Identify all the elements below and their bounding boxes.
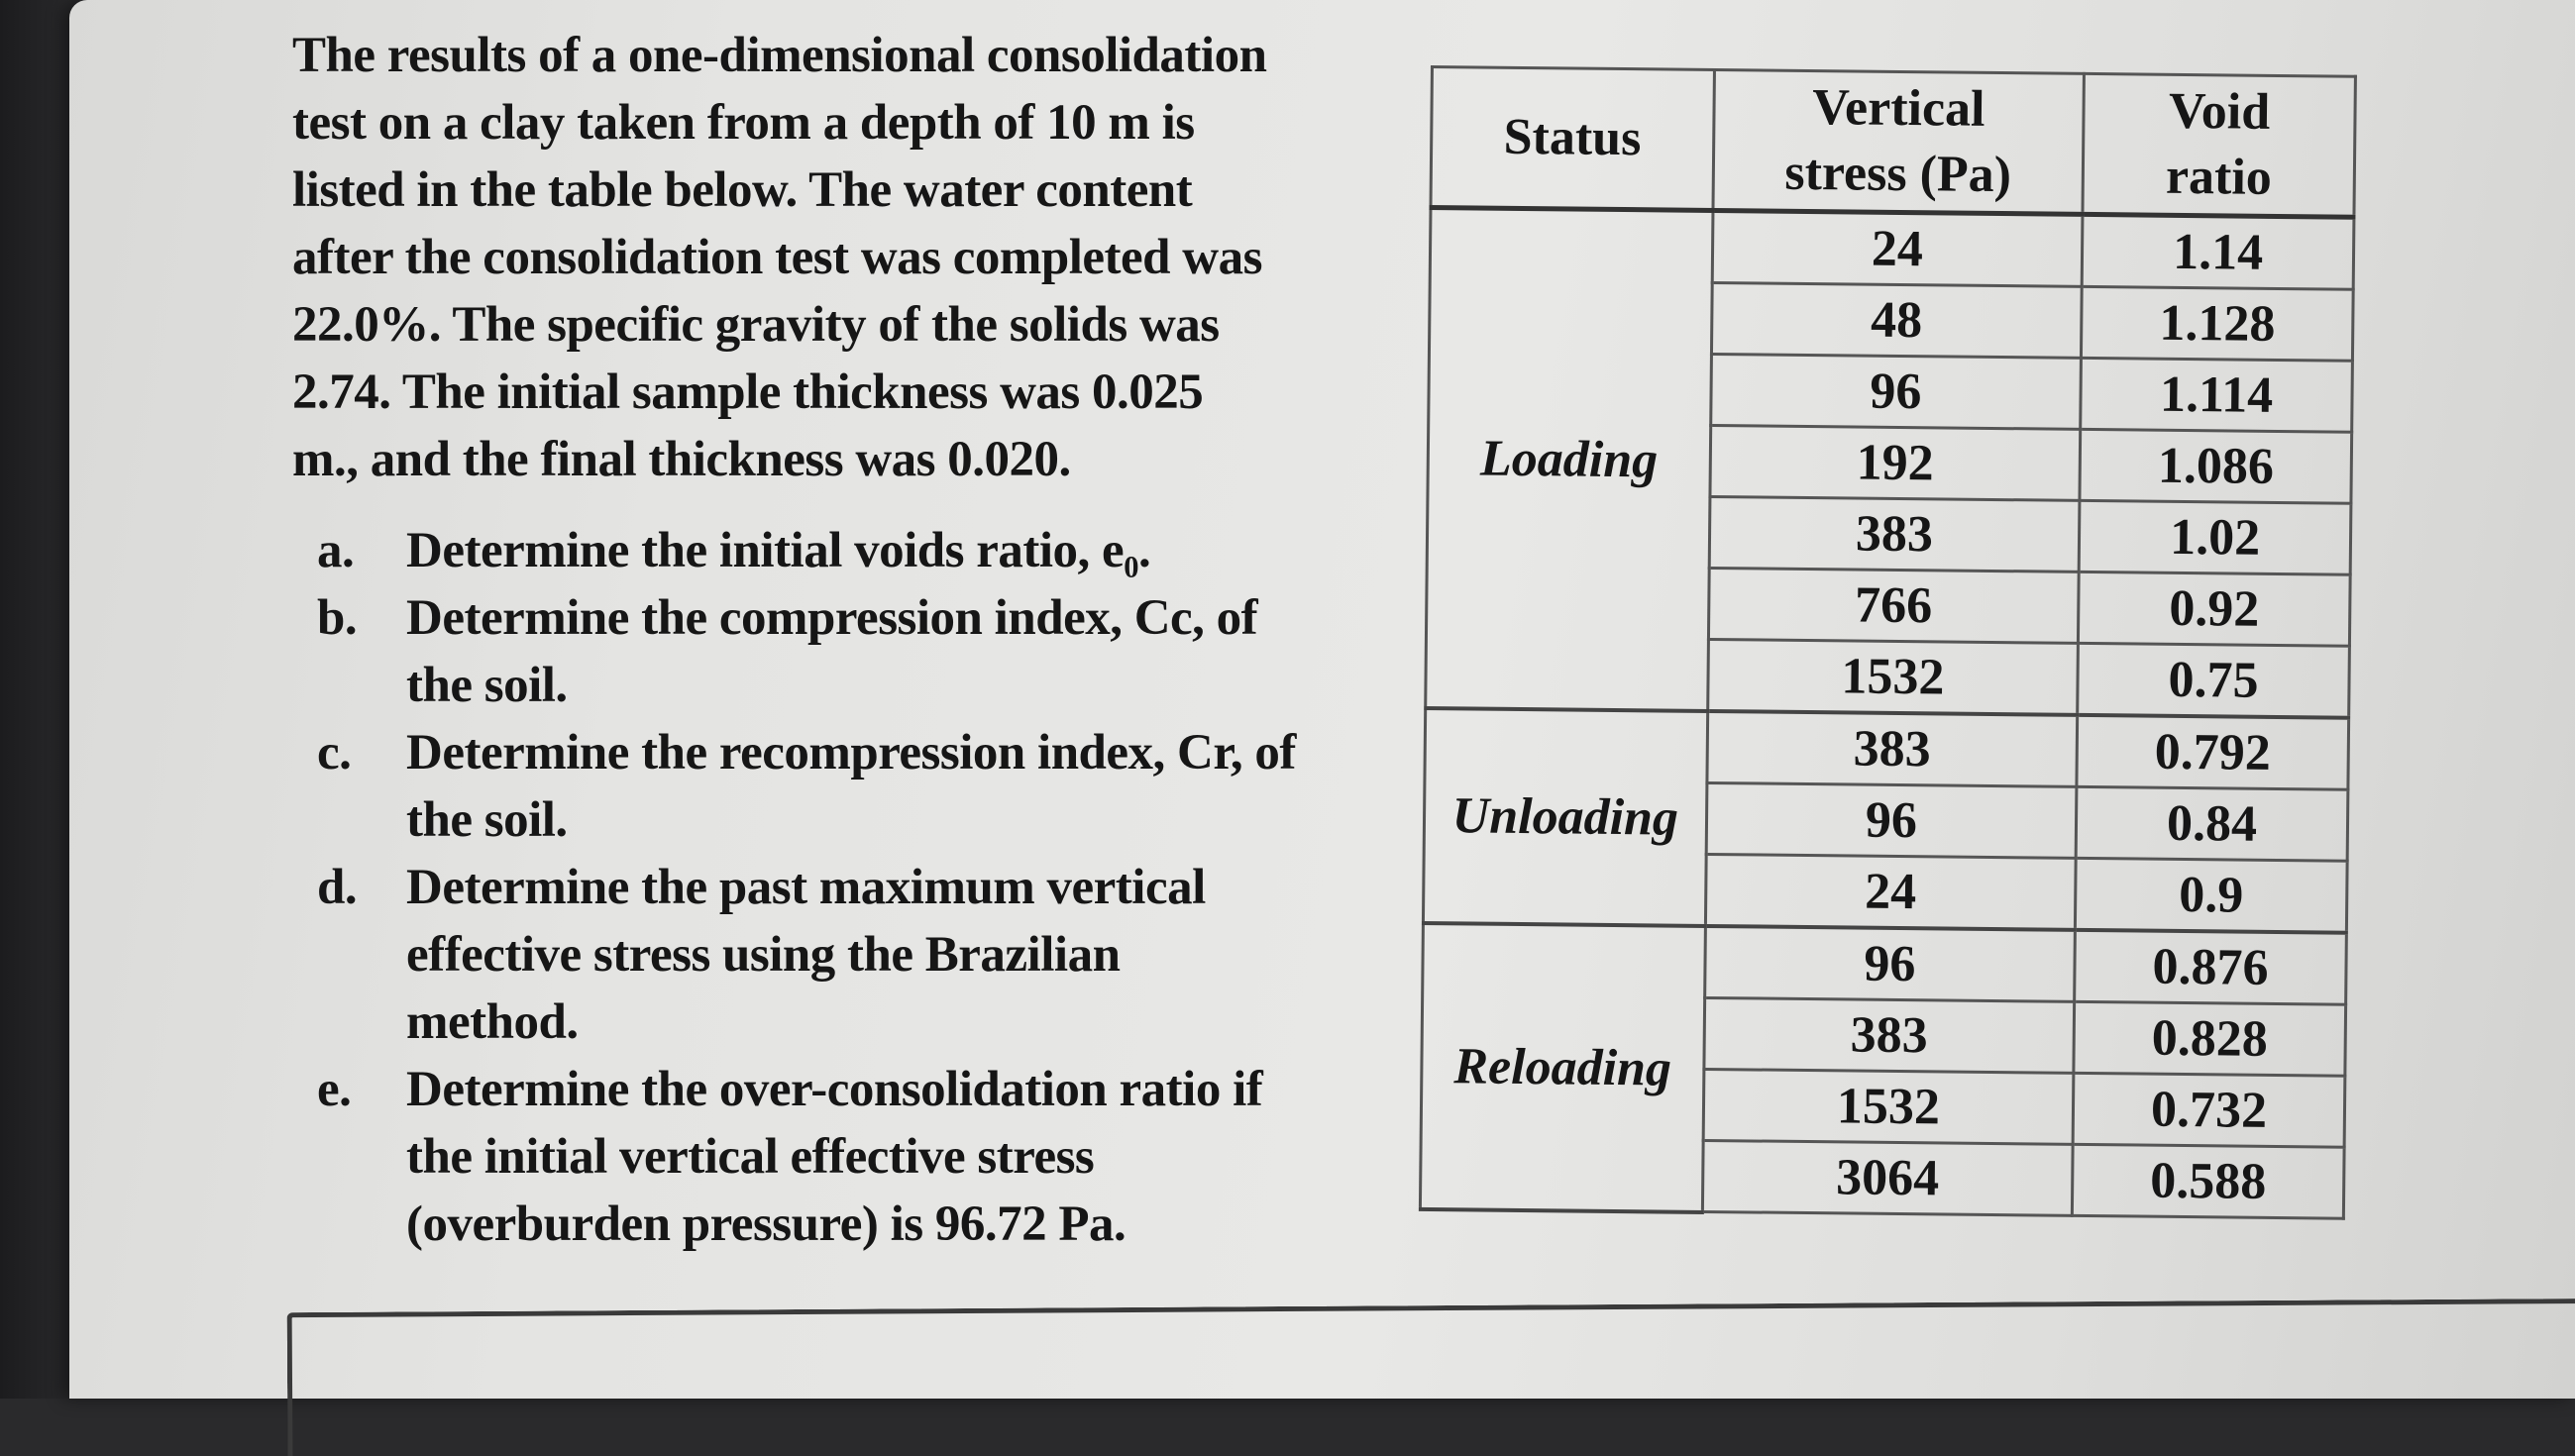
header-vertical-stress: Vertical stress (Pa) [1713,69,2085,214]
status-reloading: Reloading [1420,923,1705,1211]
header-status: Status [1431,67,1714,211]
question-text: Determine the initial voids ratio, e₀. [406,523,1151,578]
stress-cell: 383 [1703,997,2074,1073]
question-list [292,517,1372,1258]
void-cell: 0.588 [2072,1144,2344,1218]
stress-cell: 96 [1706,782,2077,858]
void-cell: 0.876 [2075,930,2347,1004]
answer-box-outline [287,1299,2575,1456]
stress-cell: 96 [1704,926,2075,1001]
void-cell: 0.9 [2076,858,2348,932]
table-row [1425,708,2349,789]
question-text: Determine the compression index, Cc, of the soil. [406,590,1258,713]
question-letter: d. [317,860,358,915]
void-cell: 0.92 [2079,572,2351,646]
question-item [292,854,1372,1056]
question-text: Determine the past maximum vertical effective stress using the Brazilian method. [406,860,1206,1050]
consolidation-data-table [1419,65,2357,1220]
void-cell: 1.02 [2079,500,2351,574]
table-row [1423,923,2347,1004]
question-text: Determine the recompression index, Cr, of the soil. [406,725,1296,848]
stress-cell: 766 [1708,568,2079,643]
stress-cell: 48 [1711,282,2082,358]
stress-cell: 1532 [1707,639,2078,714]
header-void-ratio: Void ratio [2083,73,2355,217]
stress-cell: 1532 [1703,1069,2074,1144]
void-cell: 0.828 [2074,1001,2346,1076]
void-cell: 1.086 [2080,429,2352,503]
void-cell: 0.75 [2078,643,2350,717]
question-item [292,1056,1372,1258]
void-cell: 1.128 [2082,286,2354,361]
stress-cell: 383 [1709,496,2080,572]
void-cell: 1.114 [2081,358,2353,432]
stress-cell: 24 [1705,854,2076,929]
question-item [292,719,1372,854]
problem-statement [292,22,1372,1258]
question-letter: b. [317,590,358,646]
stress-cell: 383 [1707,711,2078,786]
stress-cell: 24 [1712,210,2083,286]
question-letter: a. [317,523,355,578]
question-item [292,584,1372,719]
stress-cell: 3064 [1702,1140,2073,1215]
status-unloading: Unloading [1423,708,1707,926]
question-text: Determine the over-consolidation ratio if the initial vertical effective stress (overburden pressure) is 96.72 Pa. [406,1062,1263,1252]
stress-cell: 96 [1710,354,2081,429]
void-cell: 1.14 [2082,214,2354,289]
status-loading: Loading [1426,208,1713,711]
problem-intro: The results of a one-dimensional consolidation test on a clay taken from a depth of 10 m is listed in the table below. The water content after the consolidation test was completed was 22.0%. The specific gravity of the solids was 2.74. The initial sample thickness was 0.025 m., and the final thickness was 0.020. [292,28,1267,487]
void-cell: 0.792 [2077,715,2349,789]
void-cell: 0.84 [2076,786,2348,861]
table-header-row [1431,67,2355,218]
question-item [292,517,1372,584]
void-cell: 0.732 [2073,1073,2345,1147]
stress-cell: 192 [1710,425,2081,500]
question-letter: e. [317,1062,352,1117]
question-letter: c. [317,725,352,780]
table-row [1430,208,2354,290]
